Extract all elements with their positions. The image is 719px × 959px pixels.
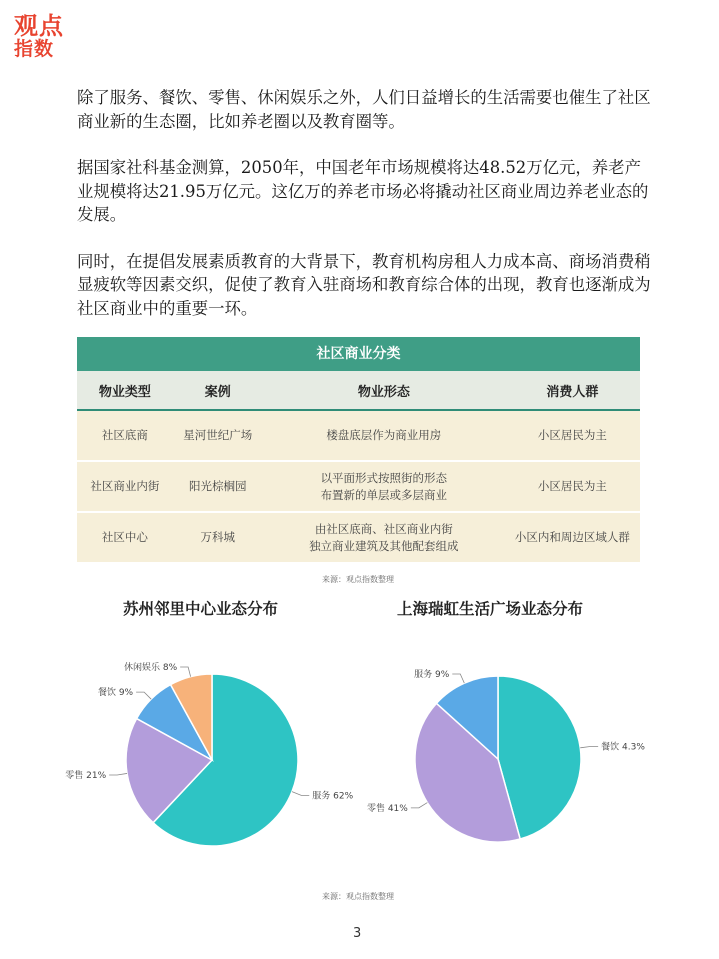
pie-label: 零售 21% — [65, 771, 107, 782]
pie-leader-line — [109, 773, 127, 775]
pie-label: 餐饮 9% — [97, 688, 134, 699]
pie-label: 餐饮 4.3% — [601, 742, 645, 753]
table-source: 来源：观点指数整理 — [322, 575, 394, 584]
table-cell: 社区中心 — [77, 512, 173, 563]
table-row — [77, 512, 640, 563]
table-header: 物业类型 — [77, 371, 173, 410]
table-header: 案例 — [173, 371, 263, 410]
table-cell: 小区居民为主 — [505, 410, 640, 461]
table-cell: 社区底商 — [77, 410, 173, 461]
pie-leader-line — [136, 692, 151, 699]
table-cell: 万科城 — [173, 512, 263, 563]
page-number: 3 — [353, 926, 362, 941]
table-title: 社区商业分类 — [77, 337, 640, 371]
pie-chart-suzhou — [40, 640, 370, 900]
table-cell: 社区商业内街 — [77, 461, 173, 512]
pie-label: 零售 41% — [366, 803, 408, 814]
logo — [14, 14, 74, 59]
pie-leader-line — [411, 803, 428, 808]
chart2-title: 上海瑞虹生活广场业态分布 — [397, 600, 584, 618]
table-header: 消费人群 — [505, 371, 640, 410]
table-cell: 小区居民为主 — [505, 461, 640, 512]
table-cell: 以平面形式按照街的形态 布置新的单层或多层商业 — [263, 461, 505, 512]
table-cell: 星河世纪广场 — [173, 410, 263, 461]
logo-line2: 指数 — [14, 38, 55, 60]
charts-source: 来源：观点指数整理 — [322, 892, 394, 901]
table-cell: 小区内和周边区域人群 — [505, 512, 640, 563]
table-cell: 由社区底商、社区商业内街 独立商业建筑及其他配套组成 — [263, 512, 505, 563]
table-header-row — [77, 371, 640, 410]
table-row — [77, 461, 640, 512]
pie-leader-line — [292, 792, 309, 796]
paragraph: 同时，在提倡发展素质教育的大背景下，教育机构房租人力成本高、商场消费稍显疲软等因素交织，促使了教育入驻商场和教育综合体的出现，教育也逐渐成为社区商业中的重要一环。 — [77, 251, 651, 318]
pie-label: 服务 9% — [414, 670, 450, 681]
pie-leader-line — [180, 667, 190, 677]
paragraph: 据国家社科基金测算，2050年，中国老年市场规模将达48.52万亿元，养老产业规模将达21.95万亿元。这亿万的养老市场必将撬动社区商业周边养老业态的发展。 — [77, 158, 649, 224]
table-cell: 阳光棕榈园 — [173, 461, 263, 512]
table-header: 物业形态 — [263, 371, 505, 410]
logo-line1: 观点 — [14, 12, 64, 40]
chart1-title: 苏州邻里中心业态分布 — [123, 600, 279, 618]
paragraph: 除了服务、餐饮、零售、休闲娱乐之外，人们日益增长的生活需要也催生了社区商业新的生态圈，比如养老圈以及教育圈等。 — [77, 88, 651, 131]
pie-label: 休闲娱乐 8% — [123, 663, 178, 674]
pie-leader-line — [452, 674, 464, 683]
pie-leader-line — [580, 746, 598, 747]
pie-label: 服务 62% — [312, 791, 354, 802]
table-cell: 楼盘底层作为商业用房 — [263, 410, 505, 461]
body-text — [77, 86, 657, 343]
classification-table — [77, 337, 640, 564]
pie-chart-shanghai — [360, 640, 690, 900]
table-row — [77, 410, 640, 461]
